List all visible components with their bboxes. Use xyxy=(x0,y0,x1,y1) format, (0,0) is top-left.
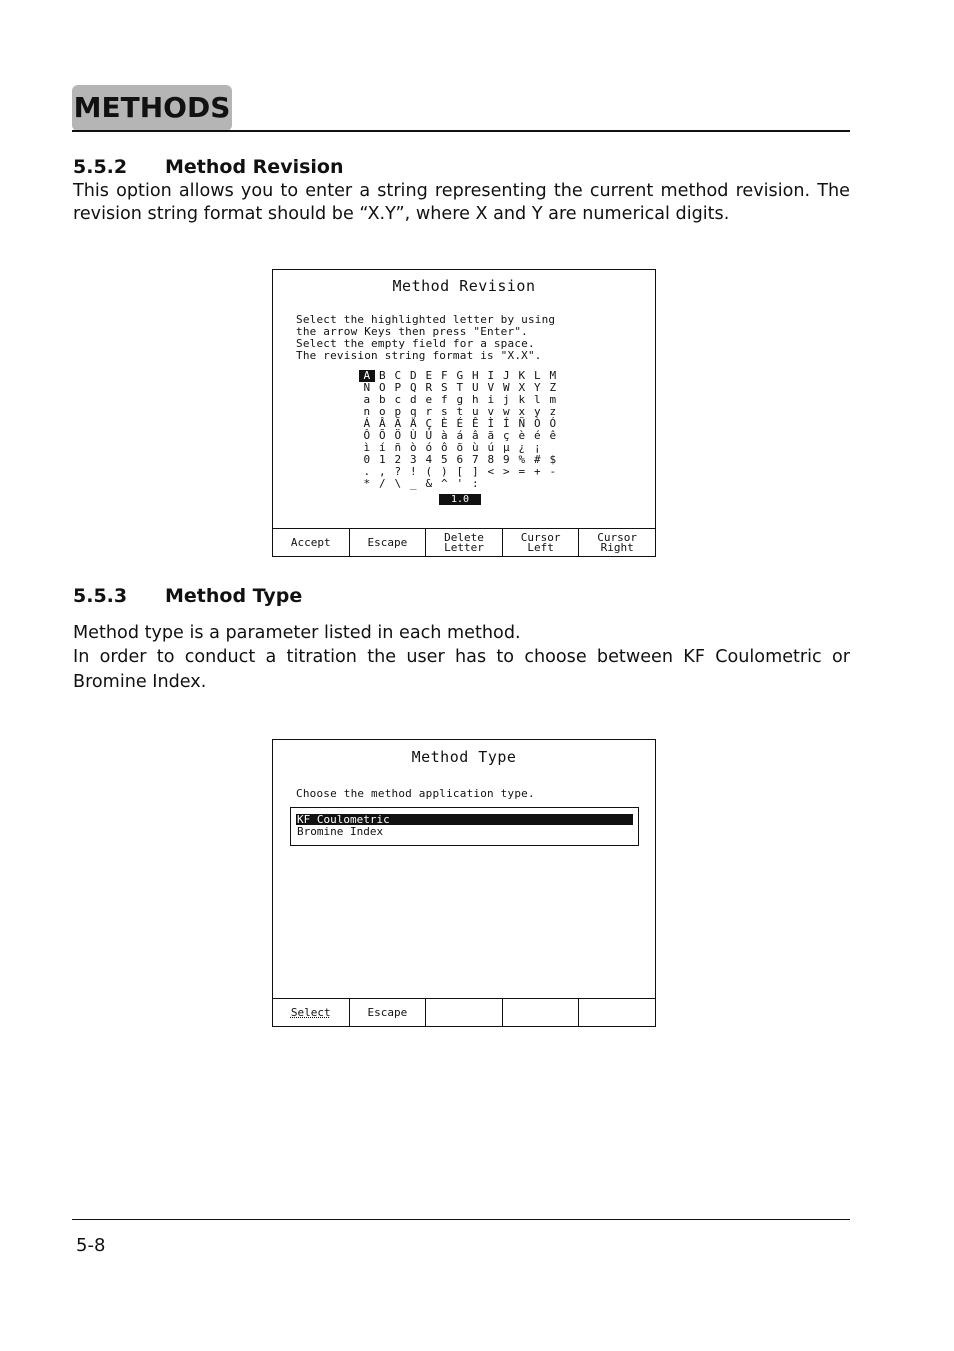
char-cell[interactable]: w xyxy=(502,405,510,418)
char-cell[interactable]: 5 xyxy=(440,453,448,466)
char-cell[interactable]: x xyxy=(518,405,526,418)
char-cell[interactable]: Í xyxy=(502,417,510,430)
char-cell[interactable]: s xyxy=(440,405,448,418)
char-cell[interactable]: r xyxy=(425,405,433,418)
escape-softkey[interactable] xyxy=(349,999,426,1026)
section-552-paragraph: This option allows you to enter a string representing the current method revision. The revision string format should be “X.Y”, where X and Y are numerical digits. xyxy=(73,181,850,224)
char-cell[interactable]: k xyxy=(518,393,526,406)
char-cell[interactable]: [ xyxy=(456,465,464,478)
char-cell[interactable]: z xyxy=(549,405,557,418)
char-cell[interactable]: I xyxy=(487,369,495,382)
char-cell[interactable]: Z xyxy=(549,381,557,394)
revision-value-field[interactable]: 1.0 xyxy=(439,494,481,505)
section-553-heading xyxy=(73,584,302,608)
char-cell[interactable]: á xyxy=(456,429,464,442)
char-cell[interactable]: > xyxy=(502,465,510,478)
char-cell[interactable]: q xyxy=(409,405,417,418)
select-softkey[interactable] xyxy=(273,999,349,1026)
char-cell[interactable]: X xyxy=(518,381,526,394)
char-cell[interactable]: j xyxy=(502,393,510,406)
char-cell[interactable]: è xyxy=(518,429,526,442)
char-cell[interactable]: ) xyxy=(440,465,448,478)
char-cell[interactable]: y xyxy=(533,405,541,418)
char-cell[interactable]: 6 xyxy=(456,453,464,466)
char-cell[interactable]: N xyxy=(363,381,371,394)
section-553-title: Method Type xyxy=(165,585,303,607)
char-cell[interactable]: V xyxy=(487,381,495,394)
char-cell[interactable]: E xyxy=(425,369,433,382)
char-cell[interactable]: ¿ xyxy=(518,441,526,454)
char-cell[interactable]: c xyxy=(394,393,402,406)
char-cell[interactable]: u xyxy=(471,405,479,418)
char-cell[interactable]: - xyxy=(549,465,557,478)
char-cell[interactable]: í xyxy=(378,441,386,454)
char-cell[interactable] xyxy=(514,478,530,490)
section-552-number: 5.5.2 xyxy=(73,156,128,178)
section-552-title: Method Revision xyxy=(165,156,344,178)
char-cell[interactable]: ç xyxy=(502,429,510,442)
char-cell[interactable]: Y xyxy=(533,381,541,394)
char-cell[interactable]: M xyxy=(549,369,557,382)
char-cell[interactable]: U xyxy=(471,381,479,394)
escape-softkey[interactable] xyxy=(349,529,426,556)
char-cell[interactable] xyxy=(545,478,561,490)
char-cell[interactable]: Ñ xyxy=(518,417,526,430)
char-cell[interactable]: é xyxy=(533,429,541,442)
section-552-heading xyxy=(73,155,344,179)
char-cell[interactable]: ? xyxy=(394,465,402,478)
char-cell[interactable]: \ xyxy=(394,477,402,490)
char-cell[interactable]: Ã xyxy=(394,417,402,430)
char-cell[interactable] xyxy=(499,478,515,490)
char-cell[interactable]: b xyxy=(378,393,386,406)
char-cell[interactable]: T xyxy=(456,381,464,394)
char-cell[interactable]: * xyxy=(363,477,371,490)
softkey-label: Select xyxy=(290,1005,331,1019)
cursor-right-softkey[interactable] xyxy=(578,529,655,556)
option-kf-coulometric[interactable]: KF Coulometric xyxy=(296,814,633,825)
char-cell[interactable]: Q xyxy=(409,381,417,394)
char-cell[interactable] xyxy=(483,478,499,490)
char-cell[interactable]: 3 xyxy=(409,453,417,466)
char-cell[interactable]: ê xyxy=(549,429,557,442)
char-cell[interactable]: Â xyxy=(378,417,386,430)
char-cell[interactable]: ^ xyxy=(440,477,448,490)
method-type-screen xyxy=(272,739,656,1027)
char-cell[interactable]: Ê xyxy=(471,417,479,430)
char-cell[interactable]: = xyxy=(518,465,526,478)
softkey-label: Escape xyxy=(367,535,408,549)
screen-title: Method Type xyxy=(411,748,517,766)
footer-rule xyxy=(72,1219,850,1220)
char-cell[interactable]: Ç xyxy=(425,417,433,430)
character-grid[interactable] xyxy=(359,370,561,490)
softkey-label: Delete Letter xyxy=(444,530,484,554)
empty-softkey-3[interactable] xyxy=(425,999,502,1026)
char-cell[interactable]: G xyxy=(456,369,464,382)
empty-softkey-5[interactable] xyxy=(578,999,655,1026)
char-cell[interactable]: ì xyxy=(363,441,371,454)
char-cell[interactable]: $ xyxy=(549,453,557,466)
char-cell[interactable]: F xyxy=(440,369,448,382)
char-cell[interactable]: t xyxy=(456,405,464,418)
char-cell[interactable] xyxy=(530,478,546,490)
char-cell[interactable]: È xyxy=(440,417,448,430)
char-cell[interactable]: 8 xyxy=(487,453,495,466)
page-number: 5-8 xyxy=(76,1235,106,1256)
char-cell[interactable]: + xyxy=(533,465,541,478)
char-cell[interactable]: d xyxy=(409,393,417,406)
char-cell[interactable]: g xyxy=(456,393,464,406)
char-cell[interactable]: ' xyxy=(456,477,464,490)
softkey-bar xyxy=(273,998,655,1026)
softkey-label: Cursor Right xyxy=(597,530,638,554)
char-cell[interactable]: ã xyxy=(487,429,495,442)
softkey-label: Escape xyxy=(367,1005,408,1019)
char-cell[interactable]: e xyxy=(425,393,433,406)
char-cell[interactable]: 9 xyxy=(502,453,510,466)
char-cell[interactable]: H xyxy=(471,369,479,382)
char-cell[interactable]: Ô xyxy=(363,429,371,442)
char-cell[interactable]: µ xyxy=(502,441,510,454)
char-cell[interactable]: Á xyxy=(363,417,371,430)
char-cell[interactable]: É xyxy=(456,417,464,430)
section-553-paragraph-2: In order to conduct a titration the user has to choose between KF Coulometric or Bromine Index. xyxy=(73,647,850,692)
char-cell[interactable]: ò xyxy=(409,441,417,454)
char-cell[interactable]: ñ xyxy=(394,441,402,454)
char-cell[interactable]: & xyxy=(425,477,433,490)
char-cell[interactable]: Ä xyxy=(409,417,417,430)
char-cell[interactable]: < xyxy=(487,465,495,478)
char-cell[interactable]: õ xyxy=(456,441,464,454)
char-cell[interactable]: Ö xyxy=(394,429,402,442)
char-cell[interactable]: K xyxy=(518,369,526,382)
char-cell[interactable]: Õ xyxy=(378,429,386,442)
char-cell[interactable]: o xyxy=(378,405,386,418)
char-cell[interactable]: 2 xyxy=(394,453,402,466)
char-cell[interactable]: ù xyxy=(471,441,479,454)
method-type-list xyxy=(290,807,639,846)
char-cell[interactable]: , xyxy=(378,465,386,478)
char-cell[interactable]: % xyxy=(518,453,526,466)
char-cell[interactable]: D xyxy=(409,369,417,382)
char-cell[interactable]: L xyxy=(533,369,541,382)
char-cell[interactable]: 1 xyxy=(378,453,386,466)
delete-letter-softkey[interactable] xyxy=(425,529,502,556)
char-cell[interactable]: O xyxy=(378,381,386,394)
char-cell[interactable]: _ xyxy=(409,477,417,490)
softkey-label: Accept xyxy=(290,535,331,549)
char-cell[interactable]: ó xyxy=(425,441,433,454)
char-cell[interactable]: C xyxy=(394,369,402,382)
char-cell[interactable]: v xyxy=(487,405,495,418)
screen-title: Method Revision xyxy=(392,277,536,295)
char-cell[interactable]: m xyxy=(549,393,557,406)
char-cell[interactable]: / xyxy=(378,477,386,490)
char-cell[interactable]: Ò xyxy=(533,417,541,430)
header-rule xyxy=(72,130,850,132)
section-553-paragraph-1: Method type is a parameter listed in each method. xyxy=(73,623,521,643)
char-cell[interactable]: Ì xyxy=(487,417,495,430)
char-cell[interactable]: P xyxy=(394,381,402,394)
char-cell[interactable]: ô xyxy=(440,441,448,454)
char-cell[interactable]: J xyxy=(502,369,510,382)
char-cell[interactable]: 4 xyxy=(425,453,433,466)
char-cell[interactable]: ( xyxy=(425,465,433,478)
accept-softkey[interactable] xyxy=(273,529,349,556)
cursor-left-softkey[interactable] xyxy=(502,529,579,556)
type-instruction: Choose the method application type. xyxy=(296,787,535,800)
empty-softkey-4[interactable] xyxy=(502,999,579,1026)
softkey-label: Cursor Left xyxy=(520,530,561,554)
char-cell[interactable]: â xyxy=(471,429,479,442)
char-cell[interactable]: 7 xyxy=(471,453,479,466)
char-cell[interactable]: n xyxy=(363,405,371,418)
char-cell[interactable]: B xyxy=(378,369,386,382)
char-cell[interactable]: p xyxy=(394,405,402,418)
char-cell[interactable]: l xyxy=(533,393,541,406)
char-cell[interactable]: ¡ xyxy=(533,441,541,454)
char-cell[interactable]: A xyxy=(359,370,375,382)
char-cell[interactable]: à xyxy=(440,429,448,442)
char-cell[interactable]: a xyxy=(363,393,371,406)
option-bromine-index[interactable]: Bromine Index xyxy=(297,825,384,838)
softkey-bar xyxy=(273,528,655,556)
char-cell[interactable]: : xyxy=(471,477,479,490)
method-revision-screen xyxy=(272,269,656,557)
char-cell[interactable]: W xyxy=(502,381,510,394)
char-cell[interactable]: h xyxy=(471,393,479,406)
char-cell[interactable]: Ù xyxy=(409,429,417,442)
revision-instructions: Select the highlighted letter by using the arrow Keys then press "Enter". Select the empty field for a space. The revision string format is "X.X". xyxy=(296,313,556,362)
char-cell[interactable]: S xyxy=(440,381,448,394)
char-cell[interactable]: R xyxy=(425,381,433,394)
char-cell[interactable]: Ó xyxy=(549,417,557,430)
char-cell[interactable]: Ú xyxy=(425,429,433,442)
char-cell[interactable]: ú xyxy=(487,441,495,454)
char-cell[interactable]: 0 xyxy=(363,453,371,466)
char-cell[interactable]: . xyxy=(363,465,371,478)
char-cell[interactable]: ! xyxy=(409,465,417,478)
chapter-badge: METHODS xyxy=(72,85,232,131)
section-553-number: 5.5.3 xyxy=(73,585,128,607)
char-cell[interactable]: ] xyxy=(471,465,479,478)
char-cell[interactable]: # xyxy=(533,453,541,466)
char-cell[interactable]: f xyxy=(440,393,448,406)
char-cell[interactable]: i xyxy=(487,393,495,406)
